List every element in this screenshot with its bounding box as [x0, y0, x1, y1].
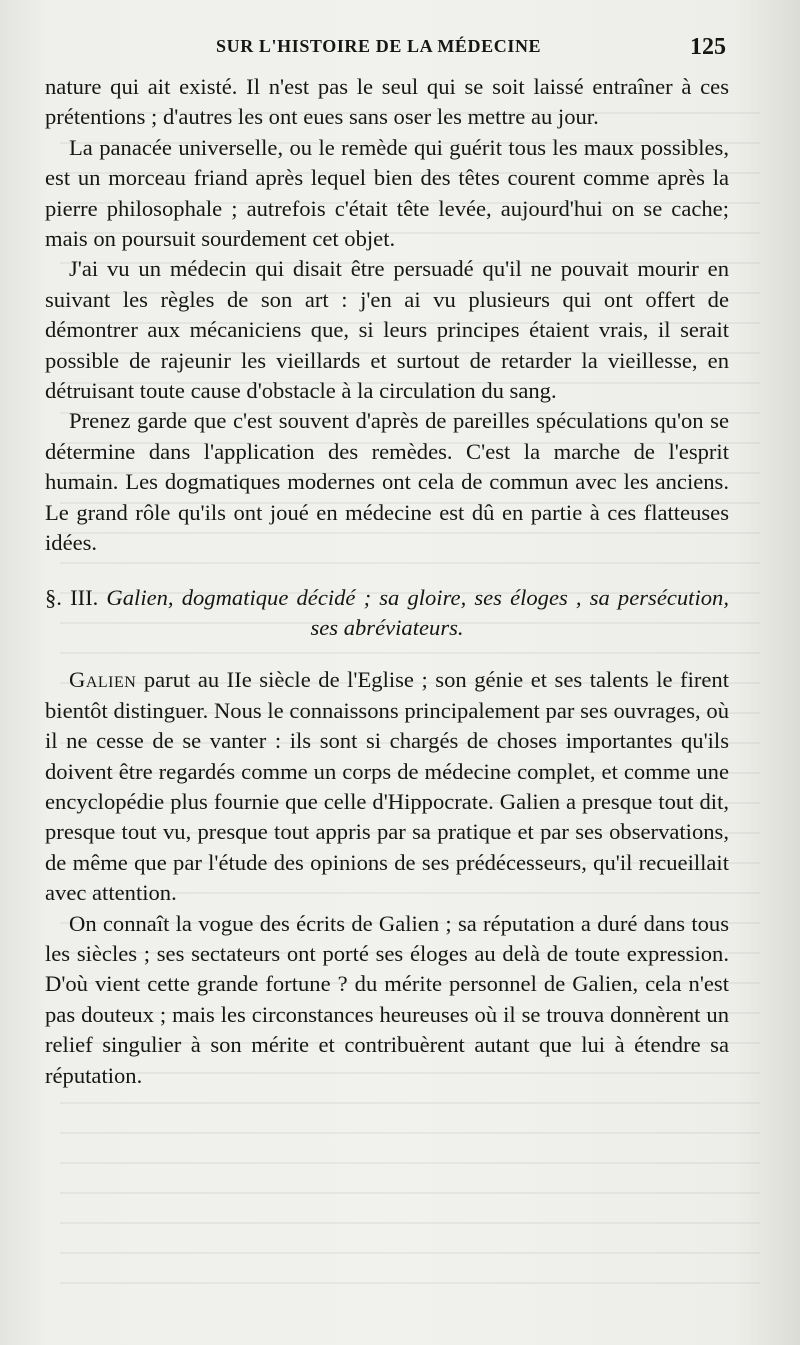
galien-name: Galien: [69, 667, 137, 693]
paragraph-physician: J'ai vu un médecin qui disait être persuadé qu'il ne pouvait mourir en suivant les règles de son art : j'en ai vu plusieurs qui ont offert de démontrer aux mécaniciens que, si leurs principes étaient vrais, il serait possible de rajeunir les vieillards et surtout de retarder la vieillesse, en détruisant toute cause d'obstacle à la circulation du sang.: [45, 256, 729, 404]
running-title: SUR L'HISTOIRE DE LA MÉDECINE: [216, 36, 542, 56]
paragraph-speculations: Prenez garde que c'est souvent d'après de pareilles spéculations qu'on se détermine dans l'application des remèdes. C'est la marche de l'esprit humain. Les dogmatiques modernes ont cela de commun avec les anciens. Le grand rôle qu'ils ont joué en médecine est dû en partie à ces flatteuses idées.: [45, 408, 729, 556]
paragraph-vogue: On connaît la vogue des écrits de Galien ; sa réputation a duré dans tous les siècles ; ses sectateurs ont porté ses éloges au delà de toute expression. D'où vient cette grande fortune ? du mérite personnel de Galien, cela n'est pas douteux ; mais les circonstances heureuses où il se trouva donnèrent un relief singulier à son mérite et contribuèrent autant que lui à étendre sa réputation.: [45, 910, 729, 1088]
page-number: 125: [690, 34, 726, 60]
main-text: [45, 72, 729, 1091]
paragraph-galien-text: parut au IIe siècle de l'Eglise ; son génie et ses talents le firent bientôt distinguer. Nous le connaissons principalement par ses ouvrages, où il ne cesse de se vanter : ils sont si chargés de choses importantes qu'ils doivent être regardés comme un corps de médecine complet, et comme une encyclopédie plus fournie que celle d'Hippocrate. Galien a presque tout dit, presque tout vu, presque tout appris par sa pratique et par ses observations, de même que par l'étude des opinions de ses prédécesseurs, qu'il recueillait avec attention.: [45, 667, 729, 906]
section-number: §. III.: [45, 584, 99, 610]
paragraph-panacea: La panacée universelle, ou le remède qui guérit tous les maux possibles, est un morceau friand après lequel bien des têtes courent comme après la pierre philosophale ; autrefois c'était tête levée, aujourd'hui on se cache; mais on poursuit sourdement cet objet.: [45, 134, 729, 252]
section-title: Galien, dogmatique décidé ; sa gloire, ses éloges , sa persécution, ses abréviateurs.: [106, 584, 729, 640]
paragraph-continued: nature qui ait existé. Il n'est pas le seul qui se soit laissé entraîner à ces prétentions ; d'autres les ont eues sans oser les mettre au jour.: [45, 74, 729, 130]
running-header: [40, 34, 730, 64]
paragraph-galien: [45, 665, 729, 908]
section-heading: [45, 583, 729, 644]
